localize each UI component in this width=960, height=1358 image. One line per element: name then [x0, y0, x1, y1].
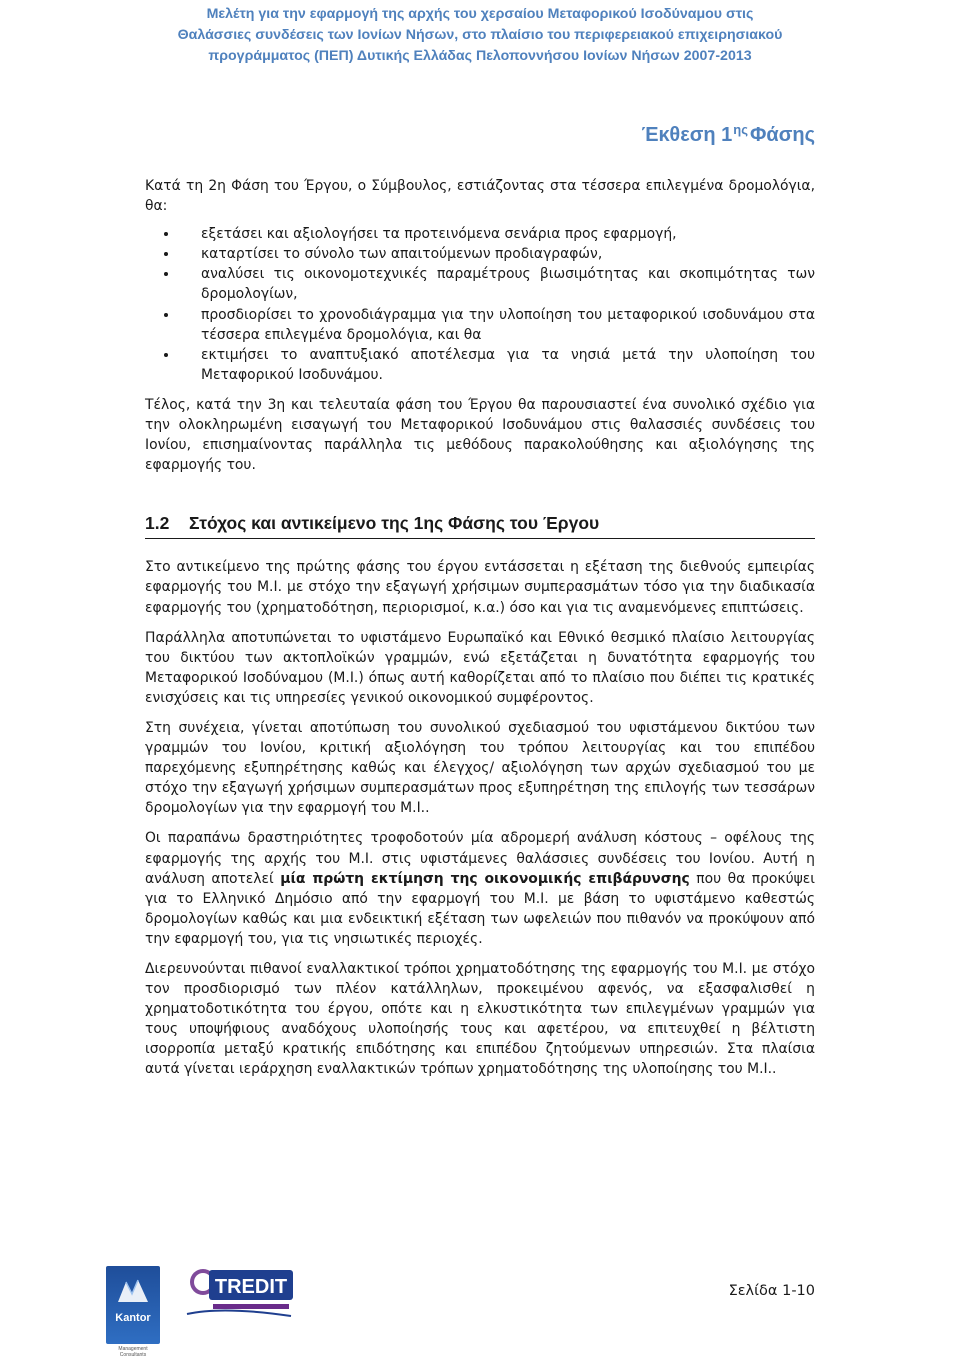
- body-paragraph-4: [145, 828, 815, 949]
- intro-paragraph: Κατά τη 2η Φάση του Έργου, ο Σύμβουλος, εστιάζοντας στα τέσσερα επιλεγμένα δρομολόγια, θα:: [145, 178, 815, 215]
- running-header: [100, 4, 860, 67]
- body-paragraph-2: Παράλληλα αποτυπώνεται το υφιστάμενο Ευρωπαϊκό και Εθνικό θεσμικό πλαίσιο λειτουργίας του δικτύου των ακτοπλοϊκών γραμμών, ενώ εξετάζεται η δυνατότητα εφαρμογής του Μεταφορικού Ισοδύναμου (Μ.Ι.) όπως αυτή καθορίζεται από το πλαίσιο που διέπει τις κρατικές ενισχύσεις και τις υπηρεσίες γενικού οικονομικού συμφέροντος.: [145, 629, 815, 706]
- page-number: Σελίδα 1-10: [728, 1283, 815, 1299]
- tredit-logo-text: TREDIT: [214, 1276, 288, 1298]
- header-line-1: Μελέτη για την εφαρμογή της αρχής του χερσαίου Μεταφορικού Ισοδύναμου στις: [206, 6, 754, 22]
- header-line-3: προγράμματος (ΠΕΠ) Δυτικής Ελλάδας Πελοποννήσου Ιονίων Νήσων 2007-2013: [208, 48, 752, 64]
- section-heading: [145, 511, 815, 539]
- header-line-2: Θαλάσσιες συνδέσεις των Ιονίων Νήσων, στο πλαίσιο του περιφερειακού επιχειρησιακού: [177, 27, 783, 43]
- report-title: [641, 124, 815, 147]
- list-item: εξετάσει και αξιολογήσει τα προτεινόμενα σενάρια προς εφαρμογή,: [145, 224, 815, 244]
- list-item: εκτιμήσει το αναπτυξιακό αποτέλεσμα για τα νησιά μετά την υλοποίηση του Μεταφορικού Ισοδυνάμου.: [145, 345, 815, 385]
- kantor-logo: [106, 1266, 160, 1358]
- list-item: προσδιορίσει το χρονοδιάγραμμα για την υλοποίηση του μεταφορικού ισοδυνάμου στα τέσσερα επιλεγμένα δρομολόγια, και θα: [145, 305, 815, 345]
- phase-2-task-list: [145, 224, 815, 385]
- report-title-prefix: Έκθεση 1: [641, 124, 733, 146]
- tredit-logo: [183, 1264, 295, 1322]
- report-title-suffix: Φάσης: [749, 124, 815, 146]
- body-paragraph-3: Στη συνέχεια, γίνεται αποτύπωση του συνολικού σχεδιασμού του υφιστάμενου δικτύου των γραμμών του Ιονίου, κριτική αξιολόγηση του τρόπου λειτουργίας και του επιπέδου παρεχόμενης εξυπηρέτησης καθώς και έλεγχος/ αξιολόγηση των αρχών σχεδιασμού του με στόχο την εξαγωγή χρήσιμων συμπερασμάτων προς εξυπηρέτηση της επιλογής των τεσσάρων δρομολογίων για την εφαρμογή του Μ.Ι..: [145, 719, 815, 817]
- page-content: [145, 176, 815, 1080]
- section-number: 1.2: [145, 513, 170, 534]
- closing-paragraph: Τέλος, κατά την 3η και τελευταία φάση του Έργου θα παρουσιαστεί ένα συνολικό σχέδιο για την ολοκληρωμένη εισαγωγή του Μεταφορικού Ισοδυνάμου στις θαλασσιές συνδέσεις του Ιονίου, επισημαίνοντας παράλληλα τις μεθόδους παρακολούθησης και αξιολόγησης της εφαρμογής του.: [145, 396, 815, 474]
- body-paragraph-4-emphasis: μία πρώτη εκτίμηση της οικονομικής επιβάρυνσης: [280, 870, 690, 887]
- body-paragraph-4-end: που θα προκύψει για το Ελληνικό Δημόσιο από την εφαρμογή του Μ.Ι. με βάση το υφιστάμενο καθεστώς δρομολογίων καθώς και μια ενδεικτική εξέταση των ωφελειών που πιθανόν να προκύψουν από την εφαρμογή του, για τις νησιωτικές περιοχές.: [145, 870, 815, 947]
- kantor-mark-icon: [116, 1276, 150, 1304]
- list-item: αναλύσει τις οικονομοτεχνικές παραμέτρους βιωσιμότητας και σκοπιμότητας των δρομολογίων,: [145, 264, 815, 304]
- kantor-logo-subtext: Management Consultants: [118, 1346, 148, 1358]
- body-paragraph-4-start: Οι παραπάνω δραστηριότητες τροφοδοτούν μία αδρομερή ανάλυση κόστους – οφέλους της εφαρμογής της αρχής του Μ.Ι. στις υφιστάμενες θαλάσσιες συνδέσεις του Ιονίου. Αυτή η ανάλυση αποτελεί: [145, 830, 815, 887]
- body-paragraph-1: Στο αντικείμενο της πρώτης φάσης του έργου εντάσσεται η εξέταση της διεθνούς εμπειρίας εφαρμογής του Μ.Ι. με στόχο την εξαγωγή χρήσιμων συμπερασμάτων τόσο για την διαδικασία εφαρμογής του (χρηματοδότηση, περιορισμοί, κ.α.) όσο και για τις αναμενόμενες επιπτώσεις.: [145, 559, 815, 616]
- body-paragraph-5: Διερευνούνται πιθανοί εναλλακτικοί τρόποι χρηματοδότησης της εφαρμογής του Μ.Ι. με στόχο τον προσδιορισμό των πλέον κατάλληλων, προκειμένου αφενός, να εξασφαλισθεί η χρηματοδοτικότητα του έργου, οπότε και η ελκυστικότητα των επιλεγμένων γραμμών για τους υποψήφιους αναδόχους υλοποίησής τους και αφετέρου, να επιτευχθεί η βέλτιστη ισορροπία μεταξύ κρατικής επιδότησης και επιπέδου ζητούμενων υπηρεσιών. Στα πλαίσια αυτά γίνεται ιεράρχηση εναλλακτικών τρόπων χρηματοδότησης της υλοποίησης του Μ.Ι..: [145, 961, 815, 1078]
- kantor-logo-text: Kantor: [115, 1312, 151, 1324]
- list-item: καταρτίσει το σύνολο των απαιτούμενων προδιαγραφών,: [145, 244, 815, 264]
- section-title: Στόχος και αντικείμενο της 1ης Φάσης του Έργου: [189, 513, 600, 534]
- report-title-superscript: ης: [733, 122, 748, 137]
